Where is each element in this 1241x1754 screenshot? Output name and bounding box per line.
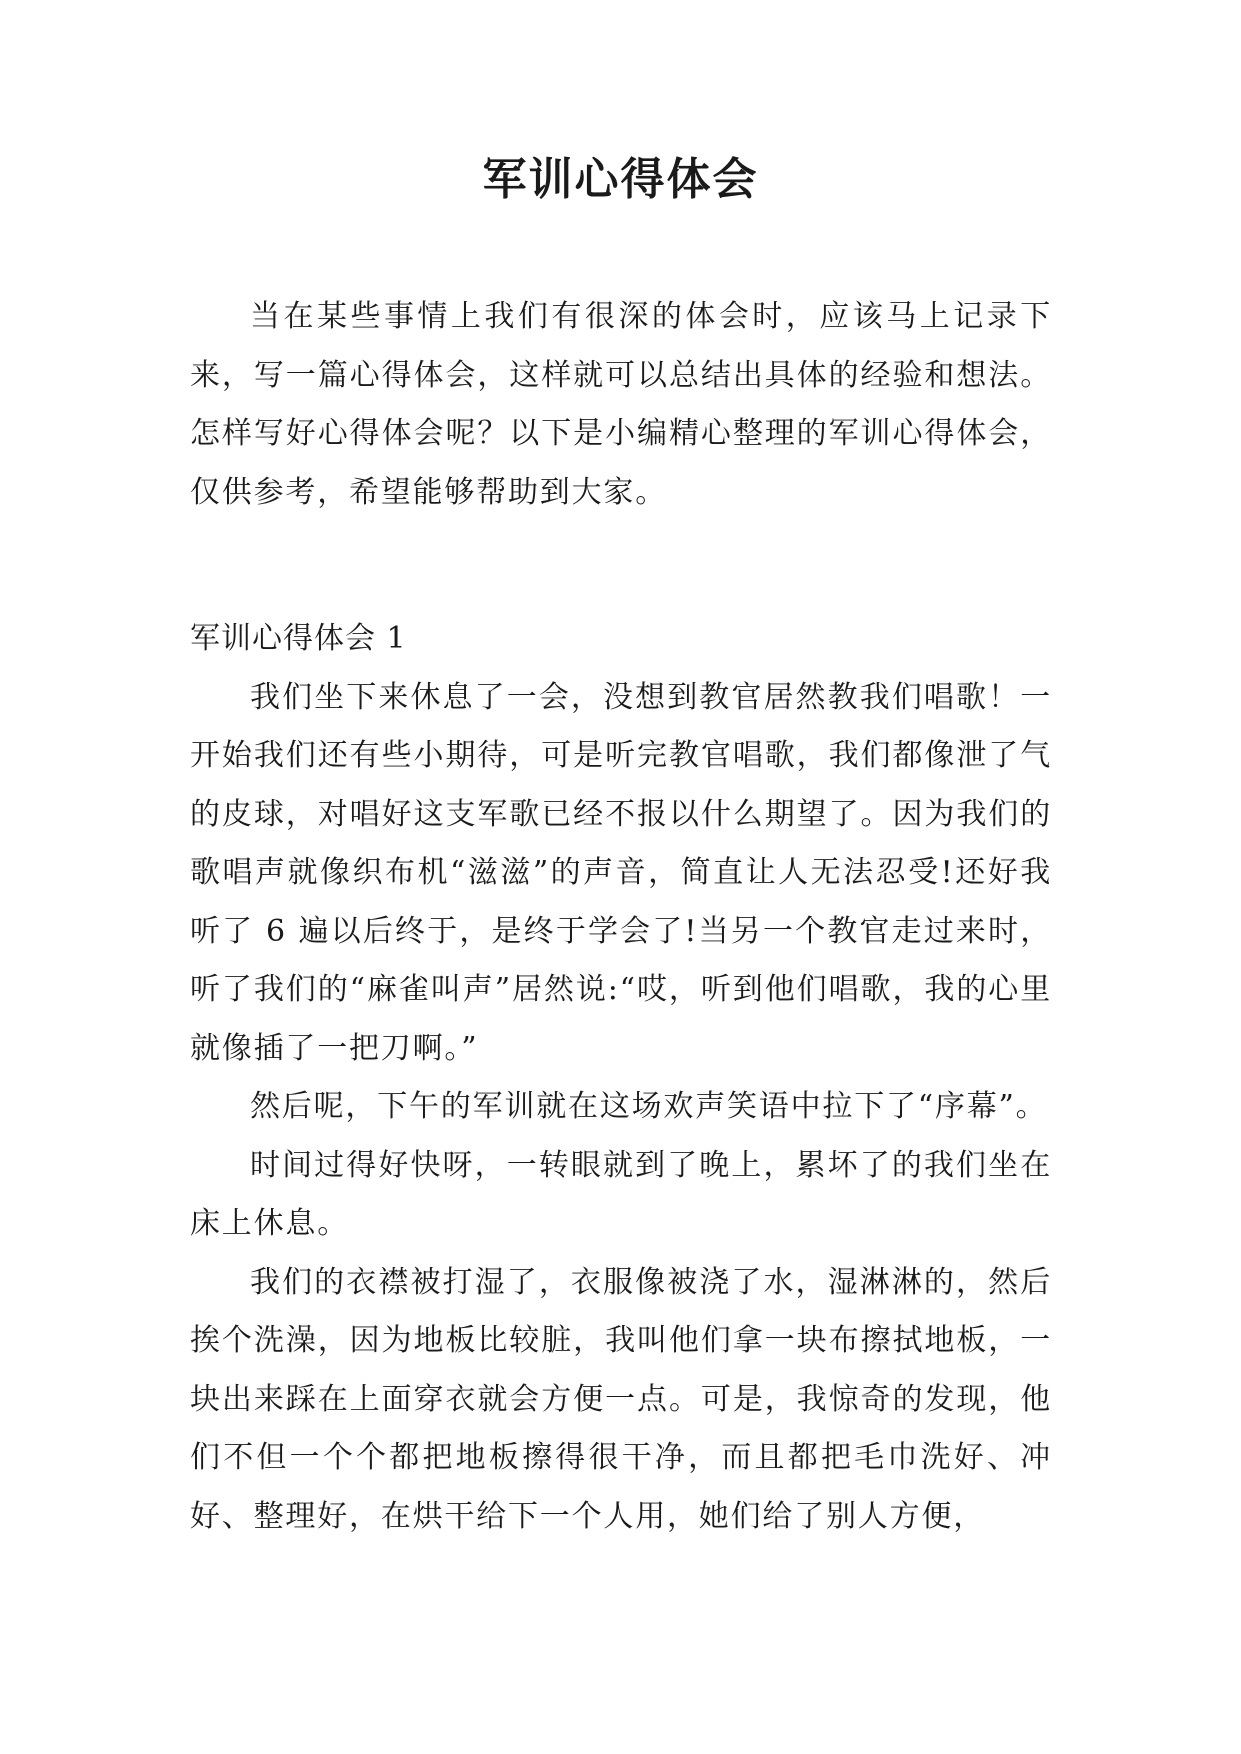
page-title: 军训心得体会 [482,154,759,205]
section-spacer [190,522,1052,610]
body-paragraph: 我们坐下来休息了一会，没想到教官居然教我们唱歌！一开始我们还有些小期待，可是听完教官唱歌，我们都像泄了气的皮球，对唱好这支军歌已经不报以什么期望了。因为我们的歌唱声就像织布机“滋滋”的声音，简直让人无法忍受!还好我听了 6 遍以后终于，是终于学会了!当另一个教官走过来时，听了我们的“麻雀叫声”居然说:“哎，听到他们唱歌，我的心里就像插了一把刀啊。” [190,679,1052,1066]
body-paragraph: 然后呢，下午的军训就在这场欢声笑语中拉下了“序幕”。 [250,1089,1048,1124]
body-paragraph: 时间过得好快呀，一转眼就到了晚上，累坏了的我们坐在床上休息。 [190,1147,1052,1241]
body-paragraph: 我们的衣襟被打湿了，衣服像被浇了水，湿淋淋的，然后挨个洗澡，因为地板比较脏，我叫他们拿一块布擦拭地板，一块出来踩在上面穿衣就会方便一点。可是，我惊奇的发现，他们不但一个个都把地板擦得很干净，而且都把毛巾洗好、冲好、整理好，在烘干给下一个人用，她们给了别人方便， [190,1264,1052,1534]
section-heading: 军训心得体会 1 [190,621,407,656]
document-body [190,288,1052,1546]
intro-paragraph: 当在某些事情上我们有很深的体会时，应该马上记录下来，写一篇心得体会，这样就可以总结出具体的经验和想法。怎样写好心得体会呢？以下是小编精心整理的军训心得体会，仅供参考，希望能够帮助到大家。 [190,299,1052,510]
